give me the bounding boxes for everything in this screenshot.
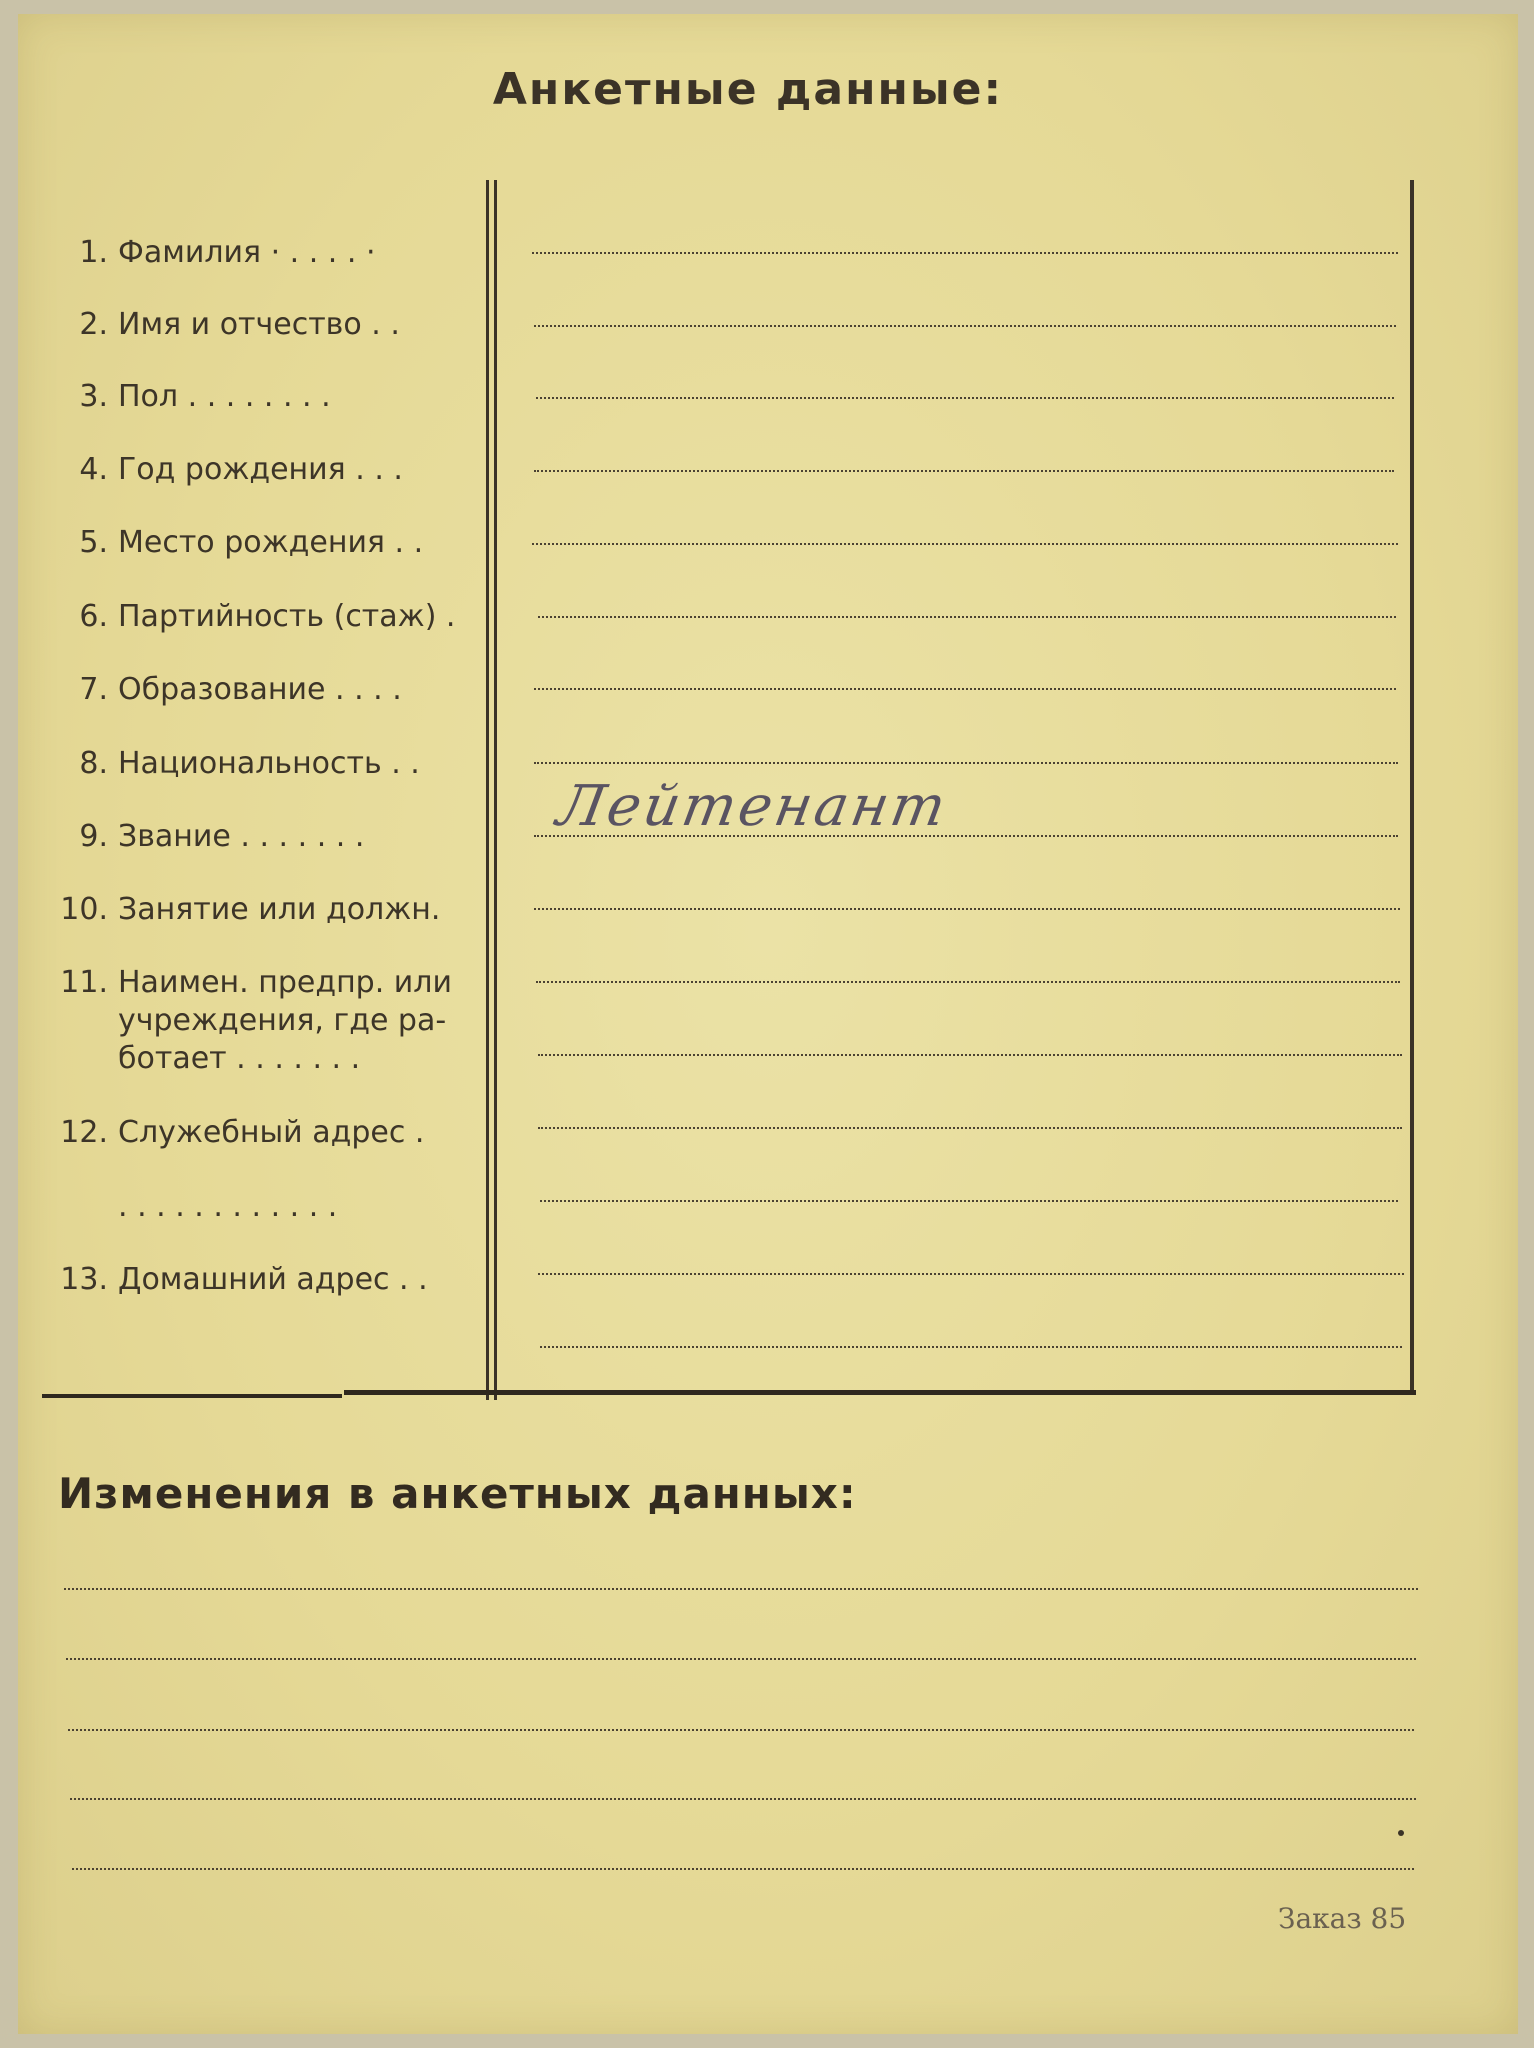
row-nationality-label (58, 745, 498, 783)
row-label-text: Партийность (стаж) . (118, 599, 456, 634)
row-label-text: Занятие или должн. (118, 892, 441, 927)
questionnaire-page (18, 14, 1518, 2034)
handwritten-rank-value: Лейтенант (552, 774, 954, 839)
changes-line-1[interactable] (64, 1588, 1418, 1590)
field-birthplace[interactable] (532, 543, 1398, 545)
field-employer-2[interactable] (538, 1054, 1402, 1056)
row-number: 11. (60, 965, 108, 1000)
row-label-text: ботает . . . . . . . (118, 1041, 361, 1076)
row-number: 5. (79, 525, 108, 560)
changes-line-3[interactable] (68, 1729, 1414, 1731)
row-work-address-label (58, 1114, 498, 1152)
row-number: 3. (79, 379, 108, 414)
row-label-text: Наимен. предпр. или (118, 965, 452, 1000)
row-number: 7. (79, 672, 108, 707)
field-name[interactable] (534, 325, 1396, 327)
row-label-text: Место рождения . . (118, 525, 424, 560)
row-work-address-continuation (58, 1188, 498, 1226)
right-border-rule (1410, 180, 1414, 1392)
row-label-text: . . . . . . . . . . . . (118, 1189, 338, 1224)
row-number: 6. (79, 599, 108, 634)
row-rank-label (58, 818, 498, 856)
row-occupation-label (58, 891, 498, 929)
row-label-text: Национальность . . (118, 746, 420, 781)
row-number: 4. (79, 452, 108, 487)
row-number: 2. (79, 307, 108, 342)
field-home-address-2[interactable] (540, 1346, 1402, 1348)
ink-speck (1398, 1830, 1404, 1836)
field-home-address[interactable] (538, 1273, 1404, 1275)
field-sex[interactable] (536, 397, 1394, 399)
row-number: 13. (60, 1262, 108, 1297)
field-work-address[interactable] (538, 1127, 1402, 1129)
row-label-text: Имя и отчество . . (118, 307, 400, 342)
row-label-text: Год рождения . . . (118, 452, 403, 487)
row-education-label (58, 671, 498, 709)
changes-line-2[interactable] (66, 1658, 1416, 1660)
row-label-text: Пол . . . . . . . . (118, 379, 331, 414)
field-birth-year[interactable] (534, 470, 1394, 472)
row-party-label (58, 598, 498, 636)
row-label-text: Фамилия · . . . . · (118, 235, 376, 270)
row-employer-label-line2 (58, 1002, 498, 1040)
row-surname-label (58, 234, 498, 272)
row-number: 1. (79, 235, 108, 270)
row-employer-label-line1 (58, 964, 498, 1002)
section-divider-right (344, 1390, 1416, 1395)
row-birthplace-label (58, 524, 498, 562)
row-label-text: Служебный адрес . (118, 1115, 425, 1150)
order-number: Заказ 85 (1278, 1902, 1407, 1935)
changes-line-4[interactable] (70, 1798, 1416, 1800)
field-surname[interactable] (532, 252, 1398, 254)
row-number: 10. (60, 892, 108, 927)
section-divider-left (42, 1394, 342, 1398)
row-name-label (58, 306, 498, 344)
row-sex-label (58, 378, 498, 416)
field-nationality[interactable] (534, 762, 1398, 764)
row-number: 8. (79, 746, 108, 781)
row-label-text: Домашний адрес . . (118, 1262, 428, 1297)
field-occupation[interactable] (534, 908, 1400, 910)
changes-line-5[interactable] (72, 1868, 1414, 1870)
page-title: Анкетные данные: (492, 64, 1004, 115)
field-employer-1[interactable] (536, 981, 1400, 983)
field-work-address-2[interactable] (540, 1200, 1398, 1202)
row-number: 12. (60, 1115, 108, 1150)
field-party[interactable] (538, 616, 1396, 618)
field-education[interactable] (534, 688, 1396, 690)
row-home-address-label (58, 1261, 498, 1299)
row-label-text: Образование . . . . (118, 672, 402, 707)
changes-title: Изменения в анкетных данных: (58, 1469, 857, 1518)
row-label-text: учреждения, где ра- (118, 1003, 447, 1038)
row-number: 9. (79, 819, 108, 854)
row-birth-year-label (58, 451, 498, 489)
row-employer-label-line3 (58, 1040, 498, 1078)
row-label-text: Звание . . . . . . . (118, 819, 365, 854)
